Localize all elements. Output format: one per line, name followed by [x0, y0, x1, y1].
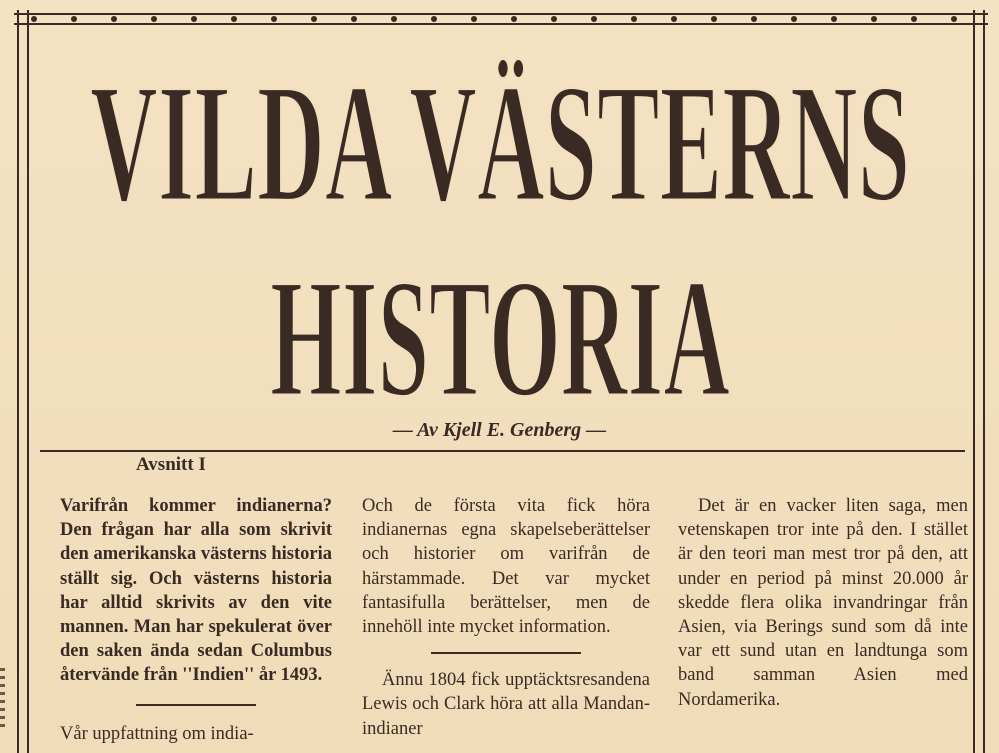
column-1-continuation: Vår uppfattning om india-	[60, 723, 254, 744]
column-3	[678, 494, 968, 712]
decorative-border-right	[970, 10, 988, 753]
decorative-border-top	[14, 10, 988, 28]
section-heading: Avsnitt I	[136, 454, 206, 475]
column-3-paragraph-1: Det är en vacker liten saga, men vetenskapen tror inte på den. I stället är den teori man mest tror på den, att under en period på minst 20.000 år skedde flera olika invandringar från Asien, via Berings sund som då inte var ett sund utan en landtunga som band samman Asien med Nordamerika.	[678, 496, 968, 710]
column-divider	[136, 704, 256, 706]
header-rule	[40, 450, 965, 452]
edge-scan-artifact	[0, 668, 5, 728]
title-line-2: HISTORIA	[270, 244, 730, 415]
column-1	[60, 494, 332, 746]
column-2	[362, 494, 650, 741]
column-2-paragraph-2: Ännu 1804 fick upptäcktsresandena Lewis och Clark höra att alla Mandan-indianer	[362, 670, 650, 739]
decorative-border-left	[14, 10, 32, 753]
masthead-title	[60, 30, 940, 415]
column-2-paragraph-1: Och de första vita fick höra indianernas egna skapelseberättelser och historier om varifrån de härstammade. Det var mycket fantasifulla berättelser, men de innehöll inte mycket information.	[362, 496, 650, 638]
byline: — Av Kjell E. Genberg —	[392, 419, 607, 441]
column-divider	[431, 652, 581, 654]
title-line-1: VILDA VÄSTERNS	[90, 49, 910, 237]
intro-paragraph: Varifrån kommer indianerna? Den frågan har alla som skrivit den amerikanska västerns historia ställt sig. Och västerns historia har alltid skrivits av den vite mannen. Man har spekulerat över den saken ända sedan Columbus återvände från ''Indien'' år 1493.	[60, 496, 332, 686]
